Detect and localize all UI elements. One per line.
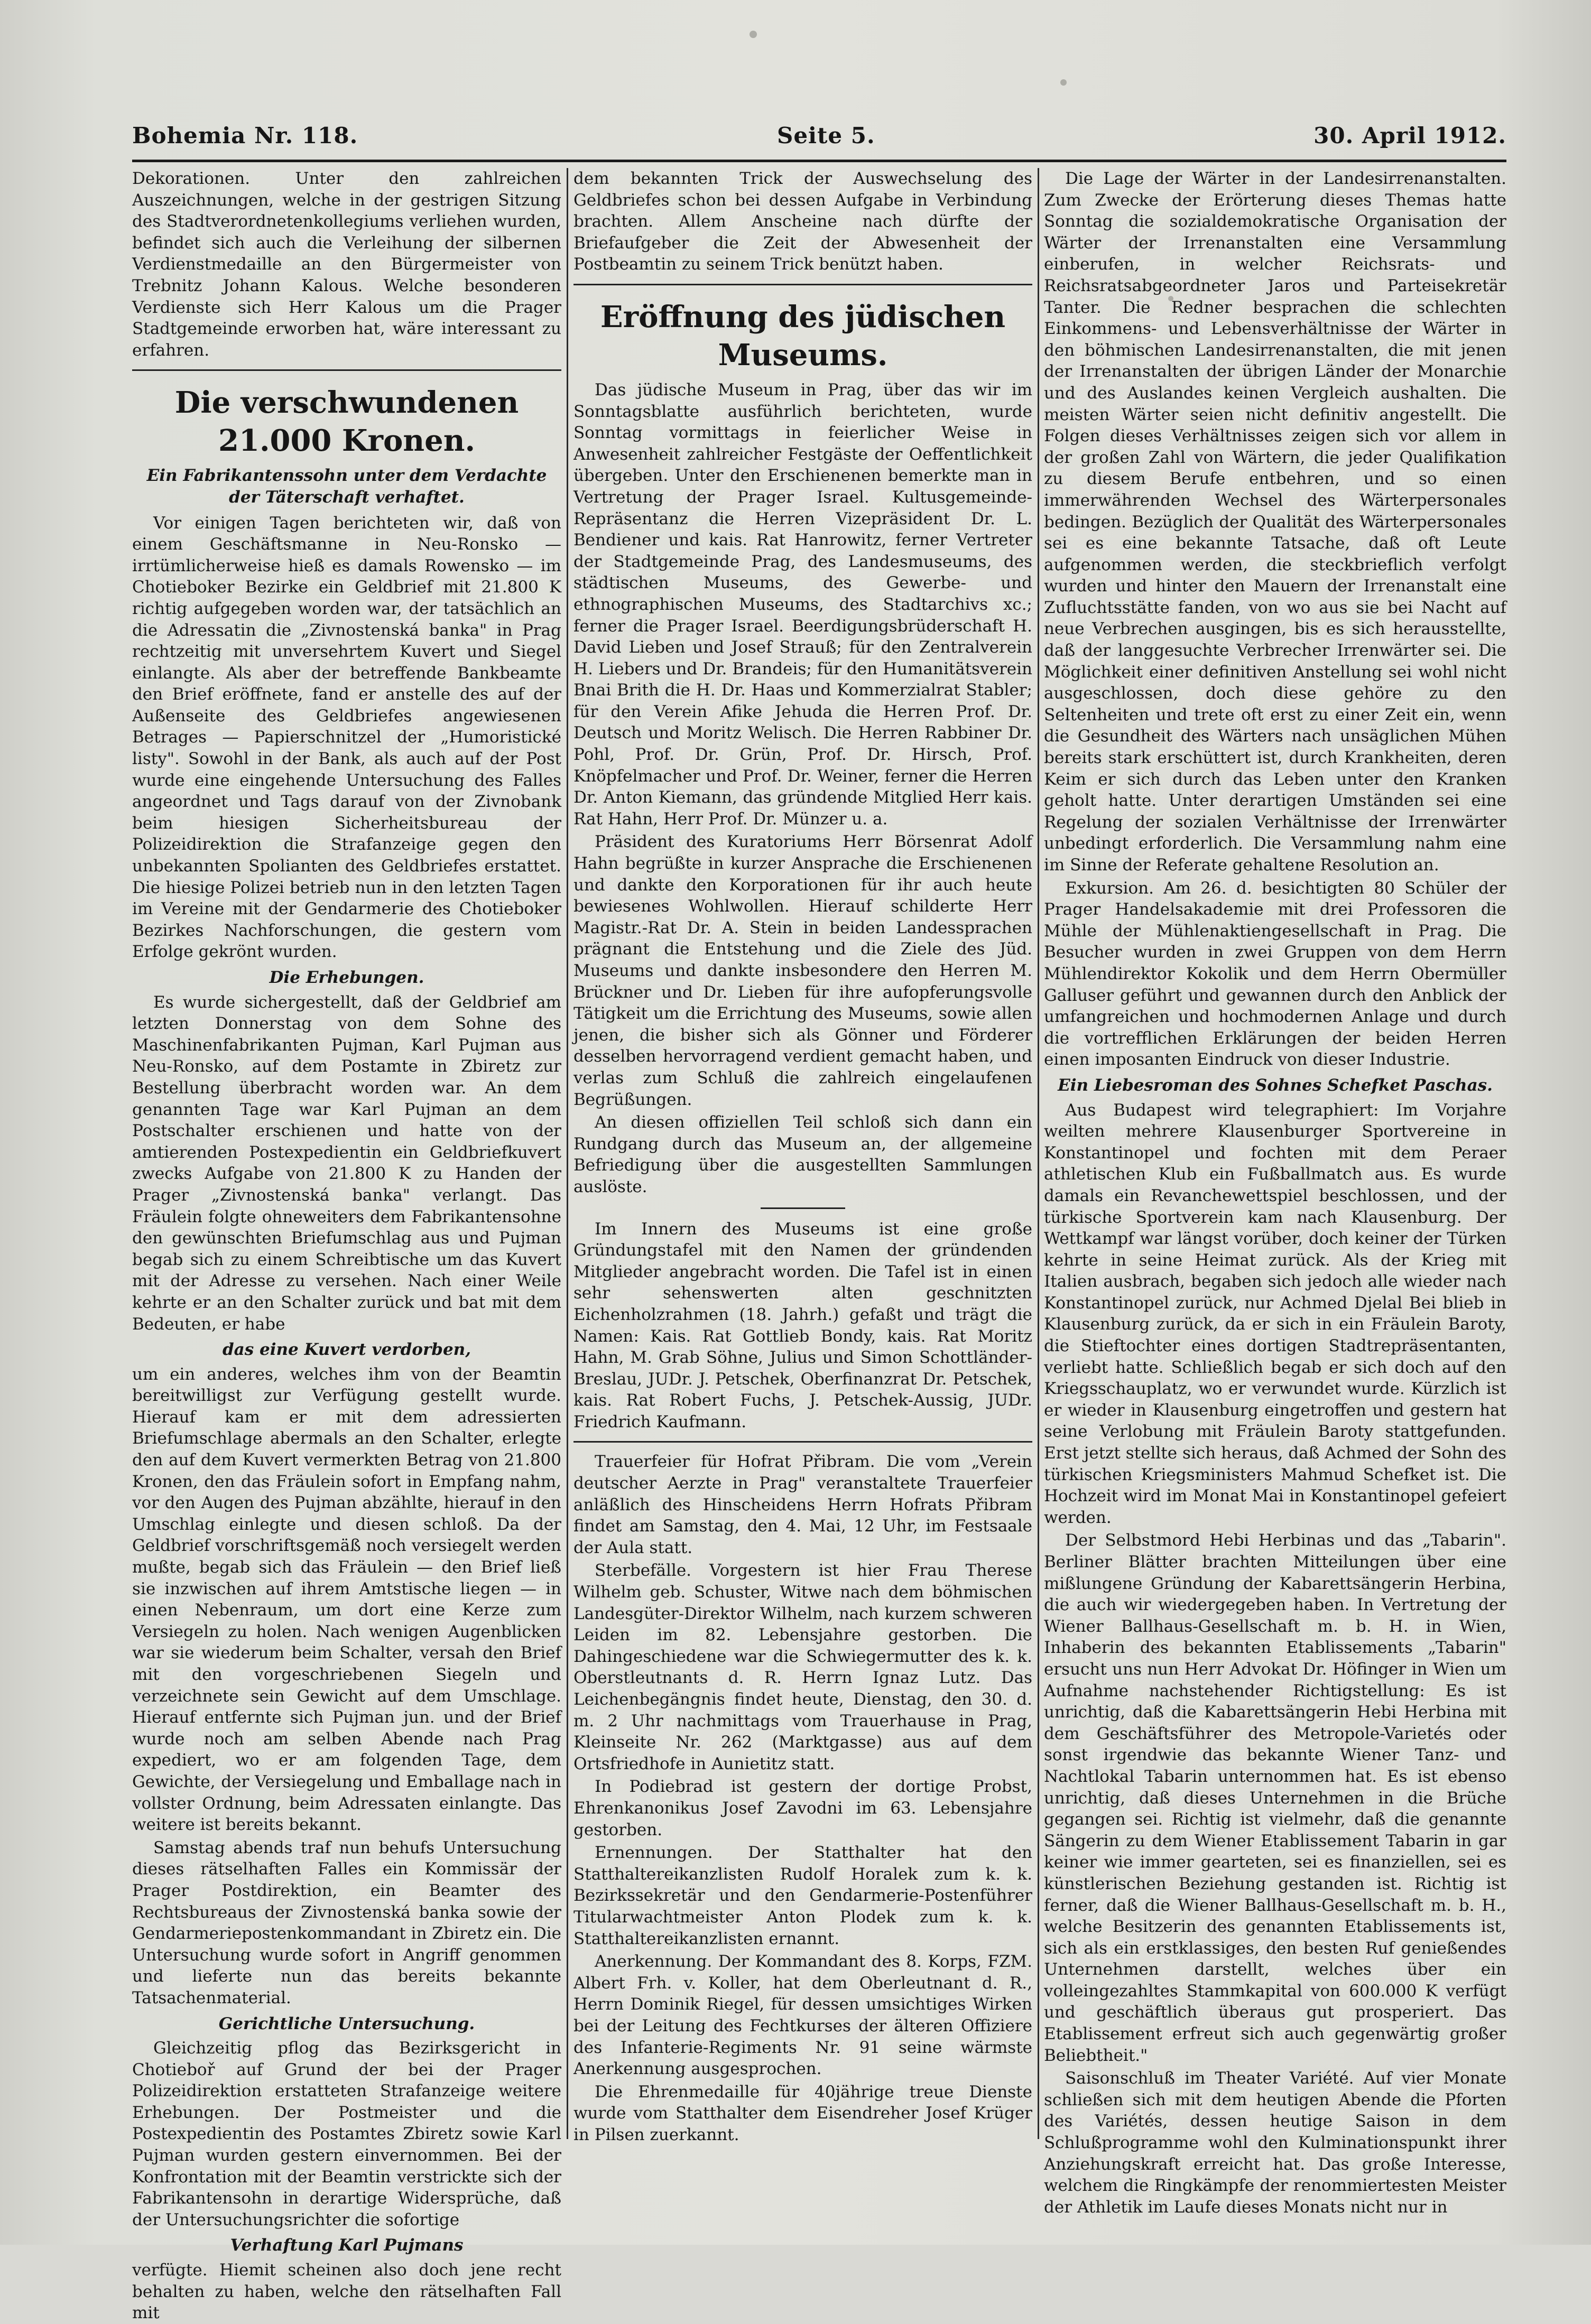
section-heading-liebesroman: Ein Liebesroman des Sohnes Schefket Paschas.: [1058, 1075, 1493, 1095]
separator: [132, 369, 561, 371]
article-paragraph: Samstag abends traf nun behufs Untersuchung dieses rätselhaften Falles ein Kommissär der Prager Postdirektion, ein Beamter des Rechtsbureaus der Zivnostenská banka sowie der Gendarmeriepostenkommandant in Zbiretz ein. Die Untersuchung wurde sofort in Angriff genommen und lieferte nun das bereits bekannte Tatsachenmaterial.: [132, 1838, 561, 2007]
article-paragraph: In Podiebrad ist gestern der dortige Probst, Ehrenkanonikus Josef Zavodni im 63. Lebensjahre gestorben.: [574, 1777, 1032, 1839]
header-date: 30. April 1912.: [1314, 123, 1506, 148]
article-ernennungen: Ernennungen. Der Statthalter hat den Statthaltereikanzlisten Rudolf Horalek zum k. k. Bezirkssekretär und den Gendarmerie-Postenführer Titularwachtmeister Anton Plodek zum k. k. Statthaltereikanzlisten ernannt.: [574, 1843, 1032, 1948]
ink-spot: [1060, 79, 1067, 86]
article-selbstmord: Der Selbstmord Hebi Herbinas und das „Tabarin". Berliner Blätter brachten Mitteilungen über eine mißlungene Gründung der Kabarettsängerin Herbina, die auch wir wiedergegeben haben. In Vertretung der Wiener Ballhaus-Gesellschaft m. b. H. in Wien, Inhaberin des bekannten Etablissements „Tabarin" ersucht uns nun Herr Advokat Dr. Höfinger in Wien um Aufnahme nachstehender Richtigstellung: Es ist unrichtig, daß die Kabarettsängerin Hebi Herbina mit dem Geschäftsführer des Metropole-Varietés oder sonst irgendwie das bekannte Wiener Tanz- und Nachtlokal Tabarin unternommen hat. Es ist ebenso unrichtig, daß dieses Unternehmen in die Brüche gegangen sei. Richtig ist vielmehr, daß die genannte Sängerin zu dem Wiener Etablissement Tabarin in gar keiner wie immer gearteten, sei es finanziellen, sei es künstlerischen Beziehung gestanden ist. Richtig ist ferner, daß die Wiener Ballhaus-Gesellschaft m. b. H., welche Besitzerin des genannten Etablissements ist, sich als ein erstklassiges, den besten Ruf genießendes Unternehmen darstellt, welches über ein volleingezahltes Stammkapital von 600.000 K verfügt und geschäftlich überaus gut prosperiert. Das Etablissement erfreut sich auch gegenwärtig großer Beliebtheit.": [1044, 1531, 1506, 2065]
column-3: [1044, 168, 1506, 2217]
article-paragraph: Das jüdische Museum in Prag, über das wir im Sonntagsblatte ausführlich berichteten, wurde Sonntag vormittags in feierlicher Weise in Anwesenheit zahlreicher Festgäste der Oeffentlichkeit übergeben. Unter den Erschienenen bemerkte man in Vertretung der Prager Israel. Kultusgemeinde-Repräsentanz die Herren Vizepräsident Dr. L. Bendiener und kais. Rat Hanrowitz, ferner Vertreter der Stadtgemeinde Prag, des Landesmuseums, des städtischen Museums, des Gewerbe- und ethnographischen Museums, des Stadtarchivs xc.; ferner die Prager Israel. Beerdigungsbrüderschaft H. David Lieben und Josef Strauß; für den Zentralverein H. Liebers und Dr. Brandeis; für den Humanitätsverein Bnai Brith die H. Dr. Haas und Kommerzialrat Stabler; für den Verein Afike Jehuda die Herren Prof. Dr. Deutsch und Moritz Welisch. Die Herren Rabbiner Dr. Pohl, Prof. Dr. Grün, Prof. Dr. Hirsch, Prof. Knöpfelmacher und Prof. Dr. Weiner, ferner die Herren Dr. Anton Kiemann, das gründende Mitglied Herr kais. Rat Hahn, Herr Prof. Dr. Münzer u. a.: [574, 380, 1032, 829]
section-heading-kuvert: das eine Kuvert verdorben,: [222, 1340, 471, 1360]
headline-missing-kronen: Die verschwundenen 21.000 Kronen.: [174, 385, 519, 459]
article-paragraph: um ein anderes, welches ihm von der Beamtin bereitwilligst zur Verfügung gestellt wurde. Hierauf kam er mit dem adressierten Briefumschlage abermals an den Schalter, erlegte den auf dem Kuvert vermerkten Betrag von 21.800 Kronen, den das Fräulein sofort in Empfang nahm, vor den Augen des Pujman abzählte, hierauf in den Umschlag einlegte und diesen schloß. Da der Geldbrief vorschriftsgemäß noch versiegelt werden mußte, begab sich das Fräulein — den Brief ließ sie inzwischen auf ihrem Amtstische liegen — in einen Nebenraum, um dort eine Kerze zum Versiegeln zu holen. Nach wenigen Augenblicken war sie wiederum beim Schalter, versah den Brief mit den vorgeschriebenen Siegeln und verzeichnete sein Gewicht auf dem Umschlage. Hierauf entfernte sich Pujman jun. und der Brief wurde noch am selben Abende nach Prag expediert, wo er am folgenden Tage, dem Gewichte, der Versiegelung und Emballage nach in vollster Ordnung, beim Adressaten einlangte. Das weitere ist bereits bekannt.: [132, 1364, 561, 1835]
header-newspaper-issue: Bohemia Nr. 118.: [132, 123, 358, 148]
article-paragraph: Präsident des Kuratoriums Herr Börsenrat Adolf Hahn begrüßte in kurzer Ansprache die Erschienenen und dankte den Korporationen für ihr auch heute bewiesenes Wohlwollen. Hierauf schilderte Herr Magistr.-Rat Dr. A. Stein in beiden Landessprachen prägnant die Entstehung und die Ziele des Jüd. Museums und dankte insbesondere den Herren M. Brückner und Dr. Lieben für ihre aufopferungsvolle Tätigkeit um die Errichtung des Museums, sowie allen jenen, die bisher sich als Gönner und Förderer desselben hervorragend verdient gemacht haben, und verlas zum Schluß die zahlreich eingelaufenen Begrüßungen.: [574, 832, 1032, 1109]
page-header: [132, 123, 1506, 162]
article-continuation: dem bekannten Trick der Auswechselung des Geldbriefes schon bei dessen Aufgabe in Verbindung brachten. Allem Anscheine nach dürfte der Briefaufgeber die Zeit der Abwesenheit der Postbeamtin zu seinem Trick benützt haben.: [574, 169, 1032, 274]
column-2: [574, 168, 1032, 2165]
separator: [574, 1441, 1032, 1443]
separator: [761, 1207, 845, 1209]
article-paragraph: Im Innern des Museums ist eine große Gründungstafel mit den Namen der gründenden Mitglieder angebracht worden. Die Tafel ist in einen sehr sehenswerten alten geschnitzten Eichenholzrahmen (18. Jahrh.) gefaßt und trägt die Namen: Kais. Rat Gottlieb Bondy, kais. Rat Moritz Hahn, M. Grab Söhne, Julius und Simon Schottländer-Breslau, JUDr. J. Petschek, Oberfinanzrat Dr. Petschek, kais. Rat Robert Fuchs, J. Petschek-Aussig, JUDr. Friedrich Kaufmann.: [574, 1219, 1032, 1431]
article-paragraph: Es wurde sichergestellt, daß der Geldbrief am letzten Donnerstag von dem Sohne des Maschinenfabrikanten Pujman, Karl Pujman aus Neu-Ronsko, auf dem Postamte in Zbiretz zur Bestellung überbracht worden war. An dem genannten Tage war Karl Pujman an dem Postschalter erschienen und hatte von der amtierenden Postexpedientin ein Geldbriefkuvert zwecks Aufgabe von 21.800 K zu Handen der Prager „Zivnostenská banka" verlangt. Das Fräulein folgte ohneweiters dem Fabrikantensohne den gewünschten Briefumschlag aus und Pujman begab sich zu einem Schreibtische um das Kuvert mit der Adresse zu versehen. Nach einer Weile kehrte er an den Schalter zurück und bat mit dem Bedeuten, er habe: [132, 992, 561, 1334]
article-paragraph: Gleichzeitig pflog das Bezirksgericht in Chotieboř auf Grund der bei der Prager Polizeidirektion erstatteten Strafanzeige weitere Erhebungen. Der Postmeister und die Postexpedientin des Postamtes Zbiretz sowie Karl Pujman wurden gestern einvernommen. Bei der Konfrontation mit der Beamtin verstrickte sich der Fabrikantensohn in derartige Widersprüche, daß der Untersuchungsrichter die sofortige: [132, 2039, 561, 2229]
section-heading-verhaftung: Verhaftung Karl Pujmans: [230, 2236, 464, 2255]
article-saisonschluss: Saisonschluß im Theater Variété. Auf vier Monate schließen sich mit dem heutigen Abende die Pforten des Variétés, dessen heutige Saison in dem Schlußprogramme wohl den Kulminationspunkt ihrer Anziehungskraft erreicht hat. Das große Interesse, welchem die Ringkämpfe der renommiertesten Meister der Athletik im Laufe dieses Monats nicht nur in: [1044, 2069, 1506, 2217]
column-1: [132, 168, 561, 2323]
article-paragraph: An diesen offiziellen Teil schloß sich dann ein Rundgang durch das Museum an, der allgemeine Befriedigung über die ausgestellten Sammlungen auslöste.: [574, 1113, 1032, 1196]
separator: [574, 284, 1032, 285]
section-heading-gericht: Gerichtliche Untersuchung.: [218, 2014, 475, 2033]
headline-jewish-museum: Eröffnung des jüdischen Museums.: [600, 299, 1006, 373]
column-rule: [1038, 168, 1039, 2139]
article-ehrenmedaille: Die Ehrenmedaille für 40jährige treue Dienste wurde vom Statthalter dem Eisendreher Josef Krüger in Pilsen zuerkannt.: [574, 2082, 1032, 2144]
article-decorations: Dekorationen. Unter den zahlreichen Auszeichnungen, welche in der gestrigen Sitzung des Stadtverordnetenkollegiums verliehen wurden, befindet sich auch die Verleihung der silbernen Verdienstmedaille an den Bürgermeister von Trebnitz Johann Kalous. Welche besonderen Verdienste sich Herr Kalous um die Prager Stadtgemeinde erworben hat, wäre interessant zu erfahren.: [132, 169, 561, 360]
article-paragraph: verfügte. Hiemit scheinen also doch jene recht behalten zu haben, welche den rätselhaften Fall mit: [132, 2261, 561, 2323]
ink-spot: [750, 31, 757, 38]
subheadline-missing-kronen: Ein Fabrikantenssohn unter dem Verdachte der Täterschaft verhaftet.: [146, 466, 547, 507]
header-page-number: Seite 5.: [777, 123, 875, 148]
column-rule: [567, 168, 568, 2139]
article-sterbefaelle: Sterbefälle. Vorgestern ist hier Frau Therese Wilhelm geb. Schuster, Witwe nach dem böhmischen Landesgüter-Direktor Wilhelm, nach kurzem schweren Leiden im 82. Lebensjahre gestorben. Die Dahingeschiedene war die Schwiegermutter des k. k. Oberstleutnants d. R. Herrn Ignaz Lutz. Das Leichenbegängnis findet heute, Dienstag, den 30. d. m. 2 Uhr nachmittags vom Trauerhause in Prag, Kleinseite Nr. 262 (Marktgasse) aus auf dem Ortsfriedhofe in Aunietitz statt.: [574, 1561, 1032, 1773]
article-waerter: Die Lage der Wärter in der Landesirrenanstalten. Zum Zwecke der Erörterung dieses Themas hatte Sonntag die sozialdemokratische Organisation der Wärter der Irrenanstalten eine Versammlung einberufen, in welcher Reichsrats- und Reichsratsabgeordneter Jaros und Parteisekretär Tanter. Die Redner besprachen die schlechten Einkommens- und Lebensverhältnisse der Wärter in den böhmischen Landesirrenanstalten, die mit jenen der Irrenanstalten der übrigen Länder der Monarchie und des Auslandes keinen Vergleich aushalten. Die meisten Wärter seien nicht definitiv angestellt. Die Folgen dieses Verhältnisses zeigen sich vor allem in der großen Zahl von Wärtern, die jeder Qualifikation zu diesem Berufe entbehren, und so einen immerwährenden Wechsel des Wärterpersonales bedingen. Bezüglich der Qualität des Wärterpersonales sei es eine bekannte Tatsache, daß oft Leute aufgenommen werden, die steckbrieflich verfolgt wurden und hinter den Mauern der Irrenanstalt eine Zufluchtsstätte fanden, von wo aus sie bei Nacht auf neue Verbrechen ausgingen, bis es sich herausstellte, daß der langgesuchte Verbrecher Irrenwärter sei. Die Möglichkeit einer definitiven Anstellung sei wohl nicht ausgeschlossen, doch diese gehöre zu den Seltenheiten und trete oft erst zu einer Zeit ein, wenn die Gesundheit des Wärters nach unsäglichen Mühen bereits stark erschüttert ist, durch Krankheiten, deren Keim er sich durch das Leben unter den Kranken geholt hatte. Unter derartigen Umständen sei eine Regelung der sozialen Verhältnisse der Irrenwärter unbedingt erforderlich. Die Versammlung nahm eine im Sinne der Referate gehaltene Resolution an.: [1044, 169, 1506, 875]
article-trauerfeier: Trauerfeier für Hofrat Přibram. Die vom „Verein deutscher Aerzte in Prag" veranstaltete Trauerfeier anläßlich des Hinscheidens Herrn Hofrats Přibram findet am Samstag, den 4. Mai, 12 Uhr, im Festsaale der Aula statt.: [574, 1452, 1032, 1557]
section-heading-erhebungen: Die Erhebungen.: [269, 968, 424, 987]
article-paragraph: Vor einigen Tagen berichteten wir, daß von einem Geschäftsmanne in Neu-Ronsko — irrtümlicherweise hieß es damals Rowensko — im Chotieboker Bezirke ein Geldbrief mit 21.800 K richtig aufgegeben worden war, der tatsächlich an die Adressatin die „Zivnostenská banka" in Prag rechtzeitig mit unversehrtem Kuvert und Siegel einlangte. Als aber der betreffende Bankbeamte den Brief eröffnete, fand er anstelle des auf der Außenseite des Geldbriefes angewiesenen Betrages — Papierschnitzel der „Humoristické listy". Sowohl in der Bank, als auch auf der Post wurde eine eingehende Untersuchung des Falles angeordnet und Tags darauf von der Zivnobank beim hiesigen Sicherheitsbureau der Polizeidirektion die Strafanzeige gegen den unbekannten Spolianten des Geldbriefes erstattet. Die hiesige Polizei betrieb nun in den letzten Tagen im Vereine mit der Gendarmerie des Chotieboker Bezirkes Nachforschungen, die gestern vom Erfolge gekrönt wurden.: [132, 513, 561, 962]
article-anerkennung: Anerkennung. Der Kommandant des 8. Korps, FZM. Albert Frh. v. Koller, hat dem Oberleutnant d. R., Herrn Dominik Riegel, für dessen umsichtiges Wirken bei der Leitung des Fechtkurses der älteren Offiziere des Infanterie-Regiments Nr. 91 seine wärmste Anerkennung ausgesprochen.: [574, 1952, 1032, 2079]
article-paragraph: Aus Budapest wird telegraphiert: Im Vorjahre weilten mehrere Klausenburger Sportvereine in Konstantinopel und fochten mit dem Peraer athletischen Klub ein Fußballmatch aus. Es wurde damals ein Revanchewettspiel beschlossen, und der türkische Sportverein kam nach Klausenburg. Der Wettkampf war längst vorüber, doch keiner der Türken kehrte in seine Heimat zurück. Als der Krieg mit Italien ausbrach, begaben sich jedoch alle wieder nach Konstantinopel zurück, nur Achmed Djelal Bei blieb in Klausenburg zurück, da er sich in ein Fräulein Baroty, die Stieftochter eines dortigen Stadtrepräsentanten, verliebt hatte. Schließlich begab er sich doch auf den Kriegsschauplatz, wo er verwundet wurde. Kürzlich ist er wieder in Klausenburg eingetroffen und gestern hat seine Verlobung mit Fräulein Baroty stattgefunden. Erst jetzt stellte sich heraus, daß Achmed der Sohn des türkischen Kriegsministers Mahmud Schefket ist. Die Hochzeit wird im Monat Mai in Konstantinopel gefeiert werden.: [1044, 1100, 1506, 1527]
article-exkursion: Exkursion. Am 26. d. besichtigten 80 Schüler der Prager Handelsakademie mit drei Professoren die Mühle der Mühlenaktiengesellschaft in Prag. Die Besucher wurden in zwei Gruppen von dem Herrn Mühlendirektor Kokolik und dem Herrn Obermüller Galluser geführt und gewannen durch den Anblick der umfangreichen und hochmodernen Anlage und durch die vortrefflichen Erklärungen der beiden Herren einen imposanten Eindruck von dieser Industrie.: [1044, 878, 1506, 1070]
